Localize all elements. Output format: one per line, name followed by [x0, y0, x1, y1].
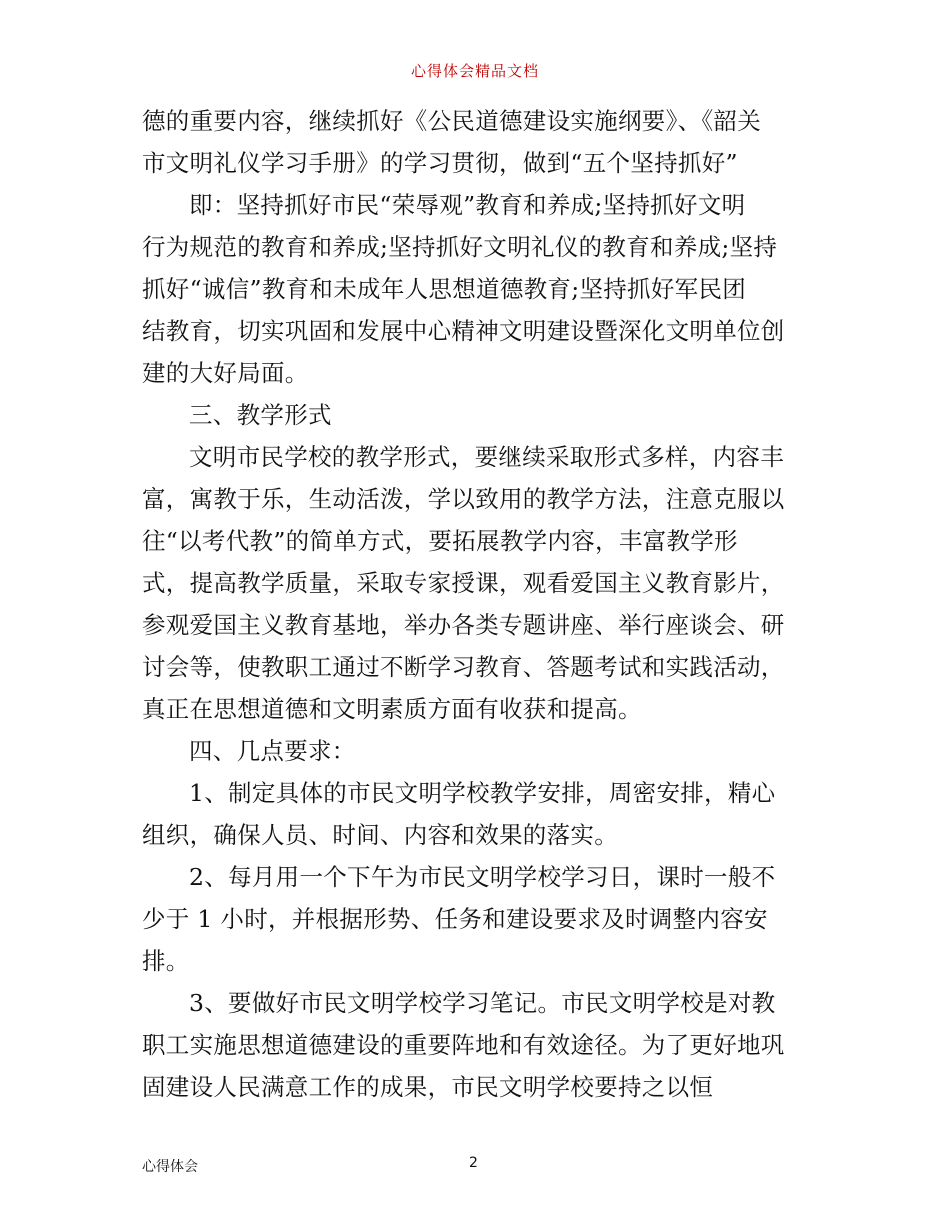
body-line: 参观爱国主义教育基地，举办各类专题讲座、举行座谈会、研 — [142, 611, 785, 639]
section-heading-teaching-form: 三、教学形式 — [189, 401, 332, 429]
paragraph-start-line: 2、每月用一个下午为市民文明学校学习日，课时一般不 — [189, 863, 776, 891]
body-line: 讨会等，使教职工通过不断学习教育、答题考试和实践活动， — [142, 653, 785, 681]
page-header-title: 心得体会精品文档 — [410, 62, 539, 80]
body-line: 行为规范的教育和养成;坚持抓好文明礼仪的教育和养成;坚持 — [142, 233, 778, 261]
body-line: 少于 1 小时，并根据形势、任务和建设要求及时调整内容安 — [142, 905, 768, 933]
body-line: 排。 — [142, 947, 190, 975]
body-line: 职工实施思想道德建设的重要阵地和有效途径。为了更好地巩 — [142, 1031, 785, 1059]
section-heading-requirements: 四、几点要求： — [189, 737, 356, 765]
body-line: 固建设人民满意工作的成果，市民文明学校要持之以恒 — [142, 1073, 714, 1101]
document-body — [142, 100, 814, 1108]
body-line: 式，提高教学质量，采取专家授课，观看爱国主义教育影片， — [142, 569, 785, 597]
body-line: 建的大好局面。 — [142, 359, 309, 387]
body-line: 富，寓教于乐，生动活泼，学以致用的教学方法，注意克服以 — [142, 485, 785, 513]
page-footer-label: 心得体会 — [142, 1159, 198, 1175]
body-line: 抓好“诚信”教育和未成年人思想道德教育;坚持抓好军民团 — [142, 275, 747, 303]
body-line: 市文明礼仪学习手册》的学习贯彻，做到“五个坚持抓好” — [142, 149, 738, 177]
paragraph-start-line: 文明市民学校的教学形式，要继续采取形式多样，内容丰 — [189, 443, 784, 471]
paragraph-start-line: 即：坚持抓好市民“荣辱观”教育和养成;坚持抓好文明 — [189, 191, 746, 219]
paragraph-start-line: 1、制定具体的市民文明学校教学安排，周密安排，精心 — [189, 779, 776, 807]
body-line: 真正在思想道德和文明素质方面有收获和提高。 — [142, 695, 642, 723]
body-line: 组织，确保人员、时间、内容和效果的落实。 — [142, 821, 618, 849]
paragraph-start-line: 3、要做好市民文明学校学习笔记。市民文明学校是对教 — [189, 989, 776, 1017]
body-line: 德的重要内容，继续抓好《公民道德建设实施纲要》、《韶关 — [142, 107, 762, 135]
page-number: 2 — [469, 1155, 478, 1171]
body-line: 往“以考代教”的简单方式，要拓展教学内容，丰富教学形 — [142, 527, 738, 555]
body-line: 结教育，切实巩固和发展中心精神文明建设暨深化文明单位创 — [142, 317, 785, 345]
